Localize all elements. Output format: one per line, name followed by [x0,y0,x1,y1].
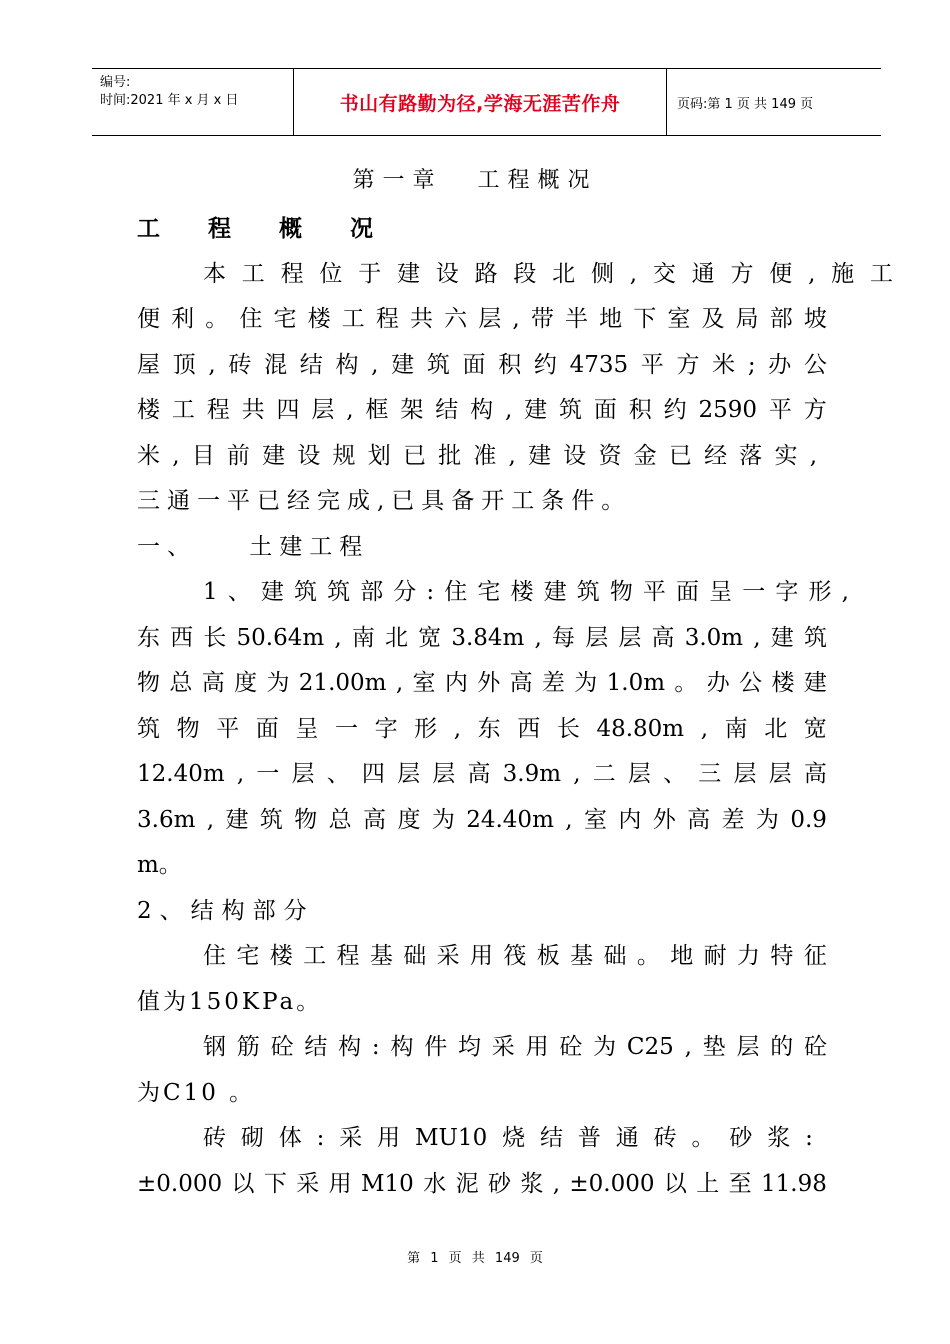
body-line: 为C10 。 [137,1080,256,1106]
time-label: 时间:2021 年 x 月 x 日 [100,93,239,108]
header-page-info: 页码:第 1 页 共 149 页 [677,96,814,112]
section-title: 工 程 概 况 [137,216,394,242]
body-line: 米 , 目 前 建 设 规 划 已 批 准 , 建 设 资 金 已 经 落 实 , [137,443,817,469]
subsection-heading: 2、结构部分 [137,898,315,924]
page-header [92,68,881,136]
body-line: 3.6m , 建 筑 物 总 高 度 为 24.40m , 室 内 外 高 差 为 0.9 [137,807,827,833]
body-line: 12.40m , 一 层 、 四 层 层 高 3.9m , 二 层 、 三 层 层 高 [137,761,827,787]
body-line: ±0.000 以 下 采 用 M10 水 泥 砂 浆 , ±0.000 以 上 至 11.98 [137,1171,827,1197]
body-line: 值为150KPa。 [137,989,323,1015]
subsection-heading: 一、 土建工程 [137,534,370,560]
body-line: 东 西 长 50.64m , 南 北 宽 3.84m , 每 层 层 高 3.0m , 建 筑 [137,625,827,651]
header-meta [92,69,293,135]
chapter-title: 第一章 工程概况 [352,168,598,193]
body-line: 住 宅 楼 工 程 基 础 采 用 筏 板 基 础 。 地 耐 力 特 征 [203,943,827,969]
body-line: 便 利 。 住 宅 楼 工 程 共 六 层 , 带 半 地 下 室 及 局 部 坡 [137,306,827,332]
body-line: 筑 物 平 面 呈 一 字 形 , 东 西 长 48.80m , 南 北 宽 [137,716,827,742]
body-line: 三通一平已经完成,已具备开工条件。 [137,488,632,514]
page-footer: 第 1 页 共 149 页 [407,1251,543,1266]
code-label: 编号: [100,75,131,90]
body-line: 楼 工 程 共 四 层 , 框 架 结 构 , 建 筑 面 积 约 2590 平 方 [137,397,827,423]
body-line: 钢 筋 砼 结 构 : 构 件 均 采 用 砼 为 C25 , 垫 层 的 砼 [203,1034,827,1060]
header-page-cell [667,69,881,135]
body-line: m。 [137,852,182,878]
header-motto-cell [293,69,667,135]
body-line: 本 工 程 位 于 建 设 路 段 北 侧 , 交 通 方 便 , 施 工 [203,261,893,287]
body-line: 1 、 建 筑 筑 部 分 : 住 宅 楼 建 筑 物 平 面 呈 一 字 形 , [203,579,849,605]
body-line: 砖 砌 体 : 采 用 MU10 烧 结 普 通 砖 。 砂 浆 : [203,1125,813,1151]
body-line: 物 总 高 度 为 21.00m , 室 内 外 高 差 为 1.0m 。 办 公 楼 建 [137,670,827,696]
body-line: 屋 顶 , 砖 混 结 构 , 建 筑 面 积 约 4735 平 方 米 ; 办 公 [137,352,827,378]
header-motto: 书山有路勤为径,学海无涯苦作舟 [339,92,621,115]
